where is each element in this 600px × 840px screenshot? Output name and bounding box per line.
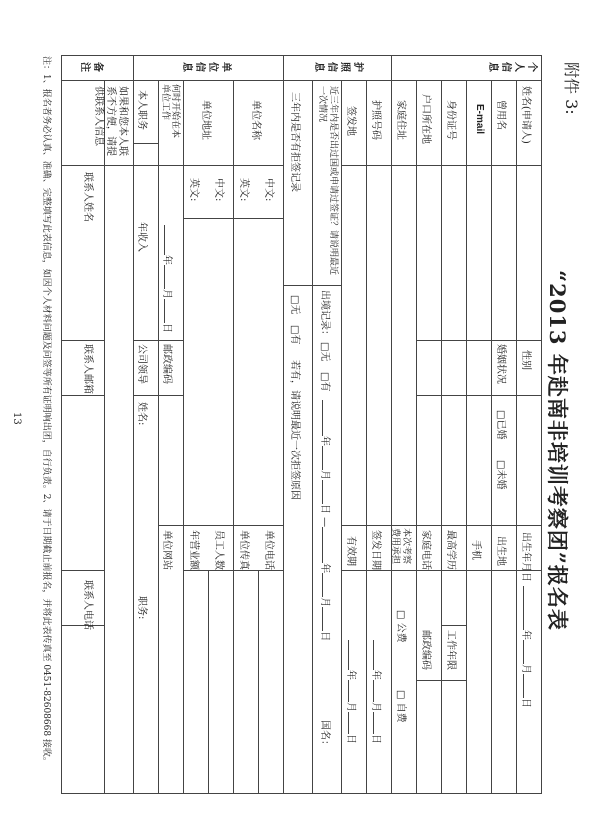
section-remarks: 备注 bbox=[79, 62, 103, 72]
label-birthplace: 出生地 bbox=[495, 536, 506, 566]
label-work-years: 工作年限 bbox=[445, 630, 456, 670]
label-exit-record: 出境记录： bbox=[319, 290, 330, 340]
label-contact-phone: 联系人电话 bbox=[82, 580, 93, 630]
annex-label: 附件 3: bbox=[562, 62, 581, 115]
checkbox-married[interactable]: □已婚 bbox=[495, 410, 506, 440]
label-leader-name: 姓名: bbox=[136, 402, 147, 426]
label-postcode: 邮政编码 bbox=[420, 630, 431, 670]
label-refusal-detail: 若有，请说明最近一次拒签原因 bbox=[289, 360, 300, 500]
label-contact-prompt: 如果和您本人联系不方便，请提供联系人信息 bbox=[93, 86, 128, 156]
label-unit-address-cn: 中文: bbox=[213, 178, 224, 202]
label-country: 国名： bbox=[319, 720, 330, 750]
footnote: 注：1、报名者务必认真、准确、完整填写此表信息，如因个人材料问题及问签等所有证明响出团，自行负责。2、请于日期截止前报名，并将此表传真至 0451-82608668 接收。 bbox=[41, 56, 51, 766]
label-unit-name-en: 英文: bbox=[238, 178, 249, 202]
label-fee-bearer: 本次考察费用承担 bbox=[390, 528, 411, 565]
dob-field[interactable]: 年月日 bbox=[520, 586, 535, 708]
label-home-address: 家庭住址 bbox=[395, 100, 406, 140]
label-unit-phone: 单位电话 bbox=[263, 530, 274, 570]
label-leader-title: 职务: bbox=[136, 596, 147, 620]
checkbox-public-fee[interactable]: □ 公费 bbox=[395, 610, 406, 643]
label-unit-postcode: 邮政编码 bbox=[161, 344, 172, 384]
label-company-leader: 公司领导 bbox=[136, 344, 147, 384]
label-issue-place: 签发地 bbox=[345, 106, 356, 136]
label-mobile: 手机 bbox=[470, 540, 481, 560]
checkbox-single[interactable]: □未婚 bbox=[495, 460, 506, 490]
label-unit-website: 单位网站 bbox=[161, 530, 172, 570]
section-passport: 护照信息 bbox=[313, 62, 363, 72]
label-visa-question: 近三年内是否出过国或申请过签证？请说明最近一次情况 bbox=[317, 86, 338, 276]
label-unit-fax: 单位传真 bbox=[238, 530, 249, 570]
exit-date-field[interactable]: 年月日 —年月日 bbox=[319, 400, 334, 641]
label-unit-name: 单位名称 bbox=[250, 100, 261, 140]
label-email: E-mail bbox=[474, 104, 485, 135]
label-start-work: 何时开始在本单位工作 bbox=[160, 84, 180, 139]
label-unit-address-en: 英文: bbox=[188, 178, 199, 202]
checkbox-exit-has[interactable]: □有 bbox=[319, 372, 330, 392]
label-gender: 性别 bbox=[520, 350, 531, 370]
label-former-name: 曾用名 bbox=[495, 100, 506, 130]
checkbox-refusal-none[interactable]: □无 bbox=[289, 295, 300, 315]
validity-field[interactable]: 年月日 bbox=[345, 640, 360, 744]
label-annual-revenue: 年营业额 bbox=[188, 530, 199, 570]
section-employer: 单位信息 bbox=[181, 62, 231, 72]
label-validity: 有效期 bbox=[345, 536, 356, 566]
label-position: 本人职务 bbox=[136, 90, 147, 130]
page-number: 13 bbox=[11, 412, 22, 425]
label-passport-no: 护照号码 bbox=[370, 100, 381, 140]
checkbox-exit-none[interactable]: □无 bbox=[319, 342, 330, 362]
start-work-date-field[interactable]: 年月日 bbox=[161, 225, 176, 333]
section-personal: 个人信息 bbox=[487, 62, 537, 72]
label-id-no: 身份证号 bbox=[445, 100, 456, 140]
label-education: 最高学历 bbox=[445, 530, 456, 570]
issue-date-field[interactable]: 年月日 bbox=[370, 640, 385, 744]
checkbox-refusal-has[interactable]: □有 bbox=[289, 325, 300, 345]
label-dob: 出生年月日 bbox=[520, 532, 531, 582]
label-hukou: 户口所在地 bbox=[420, 94, 431, 144]
label-refusal-question: 三年内是否有拒签记录 bbox=[289, 92, 300, 192]
label-marital: 婚姻状况 bbox=[495, 344, 506, 384]
checkbox-self-fee[interactable]: □ 自费 bbox=[395, 690, 406, 723]
label-unit-name-cn: 中文: bbox=[263, 178, 274, 202]
label-unit-address: 单位地址 bbox=[200, 100, 211, 140]
label-staff-count: 员工人数 bbox=[213, 530, 224, 570]
label-issue-date: 签发日期 bbox=[370, 530, 381, 570]
label-contact-email: 联系人邮箱 bbox=[82, 344, 93, 394]
form-title: “2013 年赴南非培训考察团”报名表 bbox=[545, 270, 570, 631]
label-annual-income: 年收入 bbox=[136, 222, 147, 252]
label-contact-name: 联系人姓名 bbox=[82, 172, 93, 222]
label-name: 姓名(申请人) bbox=[520, 86, 531, 144]
label-home-phone: 家庭电话 bbox=[420, 530, 431, 570]
